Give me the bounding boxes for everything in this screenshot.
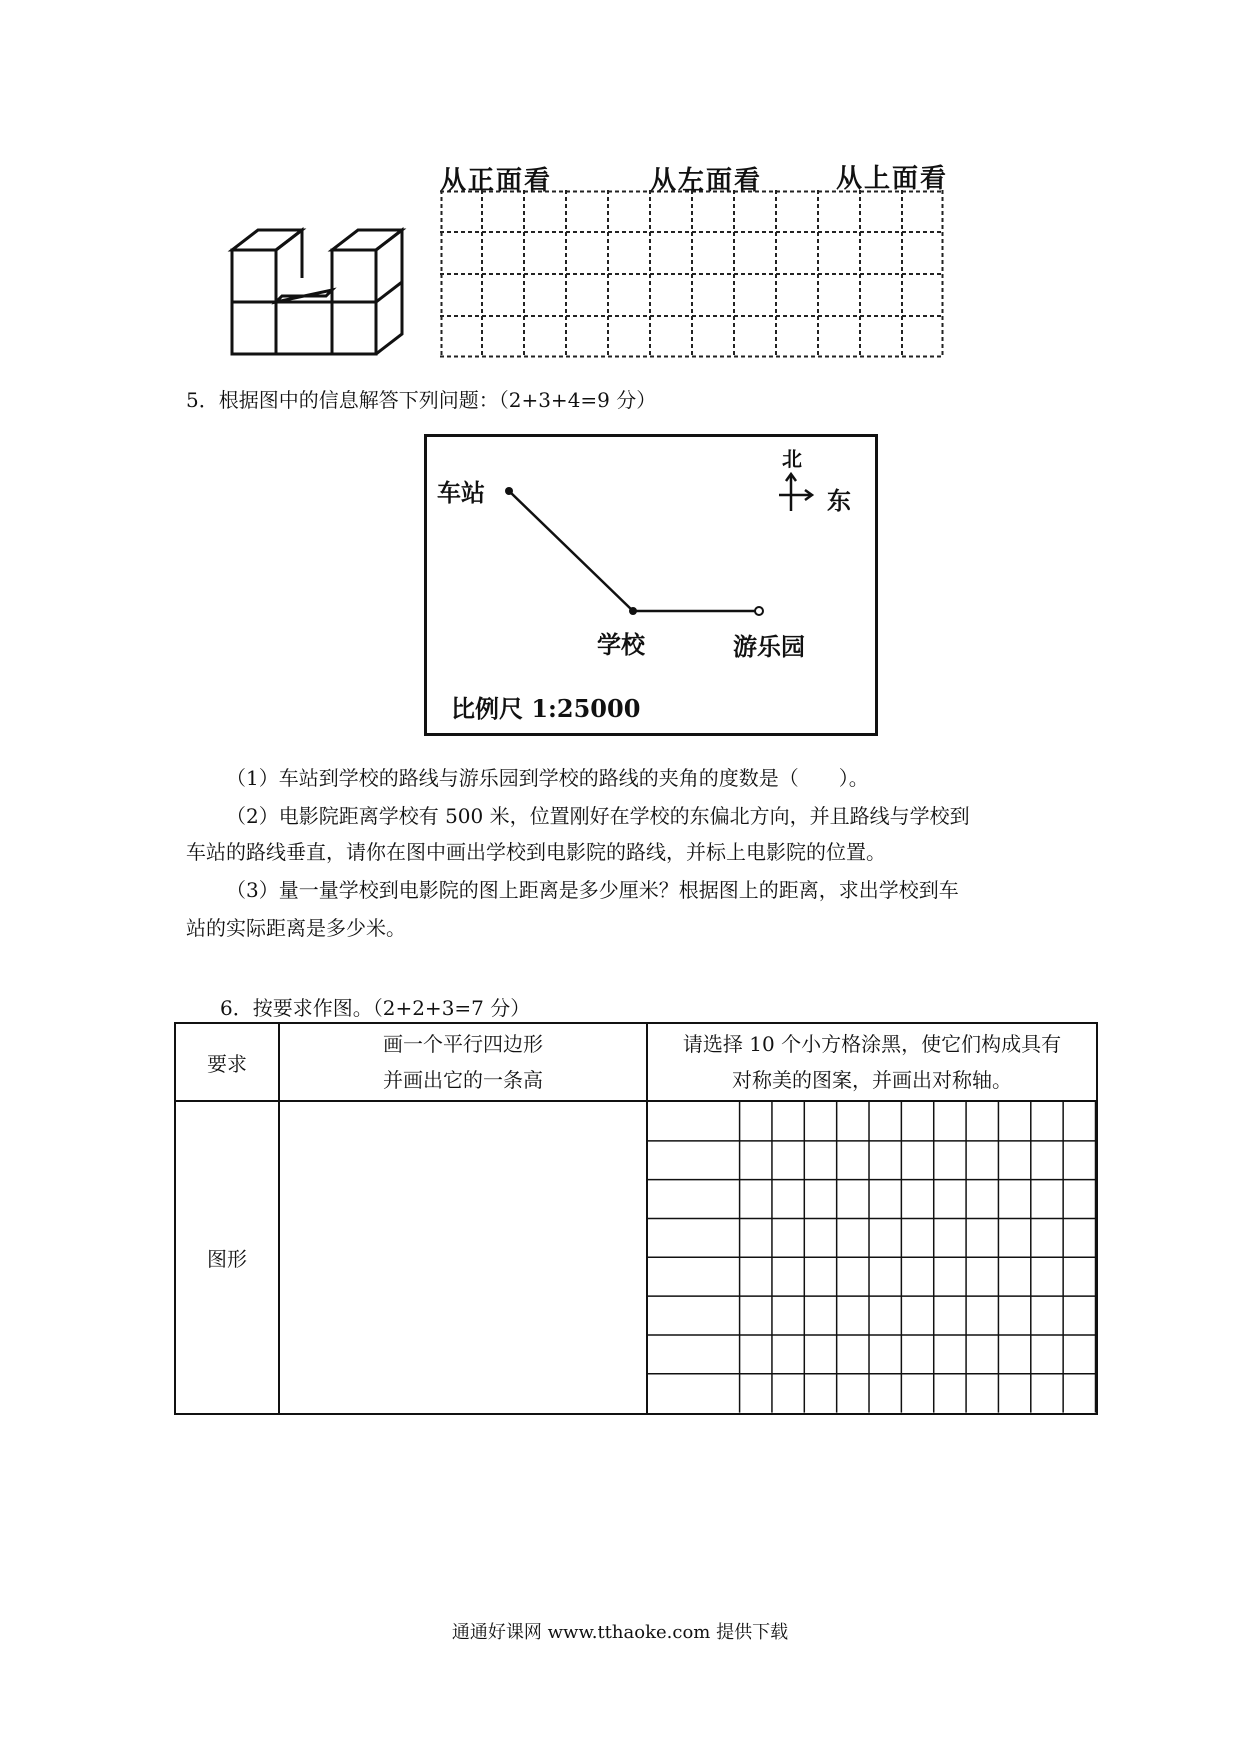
map-label-station: 车站 <box>437 478 485 507</box>
q5-part3-line2: 站的实际距离是多少米。 <box>186 916 406 940</box>
map-scale: 比例尺 1:25000 <box>451 694 641 723</box>
map-label-park: 游乐园 <box>733 632 805 661</box>
q5-part2-line1: （2）电影院距离学校有 500 米，位置刚好在学校的东偏北方向，并且路线与学校到 <box>226 804 970 828</box>
footer-credit: 通通好课网 www.tthaoke.com 提供下载 <box>451 1622 789 1643</box>
parallelogram-drawing-area[interactable] <box>279 1101 647 1414</box>
symmetry-req-line1: 请选择 10 个小方格涂黑，使它们构成具有 <box>682 1032 1062 1056</box>
q6-title: 6．按要求作图。（2+2+3=7 分） <box>220 996 531 1020</box>
parallelogram-requirement <box>279 1023 647 1101</box>
cube-stack-figure <box>226 224 416 360</box>
view-dashed-grid <box>440 190 944 358</box>
q5-part3-line1: （3）量一量学校到电影院的图上距离是多少厘米？根据图上的距离，求出学校到车 <box>226 878 959 902</box>
header-requirement: 要求 <box>175 1023 279 1101</box>
q5-part1: （1）车站到学校的路线与游乐园到学校的路线的夹角的度数是（ ）。 <box>226 766 869 790</box>
q5-title: 5．根据图中的信息解答下列问题：（2+3+4=9 分） <box>186 388 657 412</box>
parallelogram-req-line1: 画一个平行四边形 <box>383 1032 543 1056</box>
symmetry-square-grid[interactable] <box>647 1101 1097 1414</box>
view-label-left: 从左面看 <box>650 166 763 196</box>
q6-table <box>174 1022 1098 1415</box>
square-grid[interactable] <box>648 1102 1096 1413</box>
map-label-east: 东 <box>827 486 851 515</box>
symmetry-requirement <box>647 1023 1097 1101</box>
q5-part2-line2: 车站的路线垂直，请你在图中画出学校到电影院的路线，并标上电影院的位置。 <box>186 840 886 864</box>
compass-icon <box>777 471 817 515</box>
map-label-school: 学校 <box>597 630 645 659</box>
row-label-shape: 图形 <box>175 1101 279 1414</box>
map-box <box>424 434 878 736</box>
map-label-north: 北 <box>782 447 802 471</box>
parallelogram-req-line2: 并画出它的一条高 <box>383 1068 543 1092</box>
view-label-top: 从上面看 <box>836 164 949 194</box>
symmetry-req-line2: 对称美的图案，并画出对称轴。 <box>732 1068 1012 1092</box>
view-label-front: 从正面看 <box>440 166 553 196</box>
